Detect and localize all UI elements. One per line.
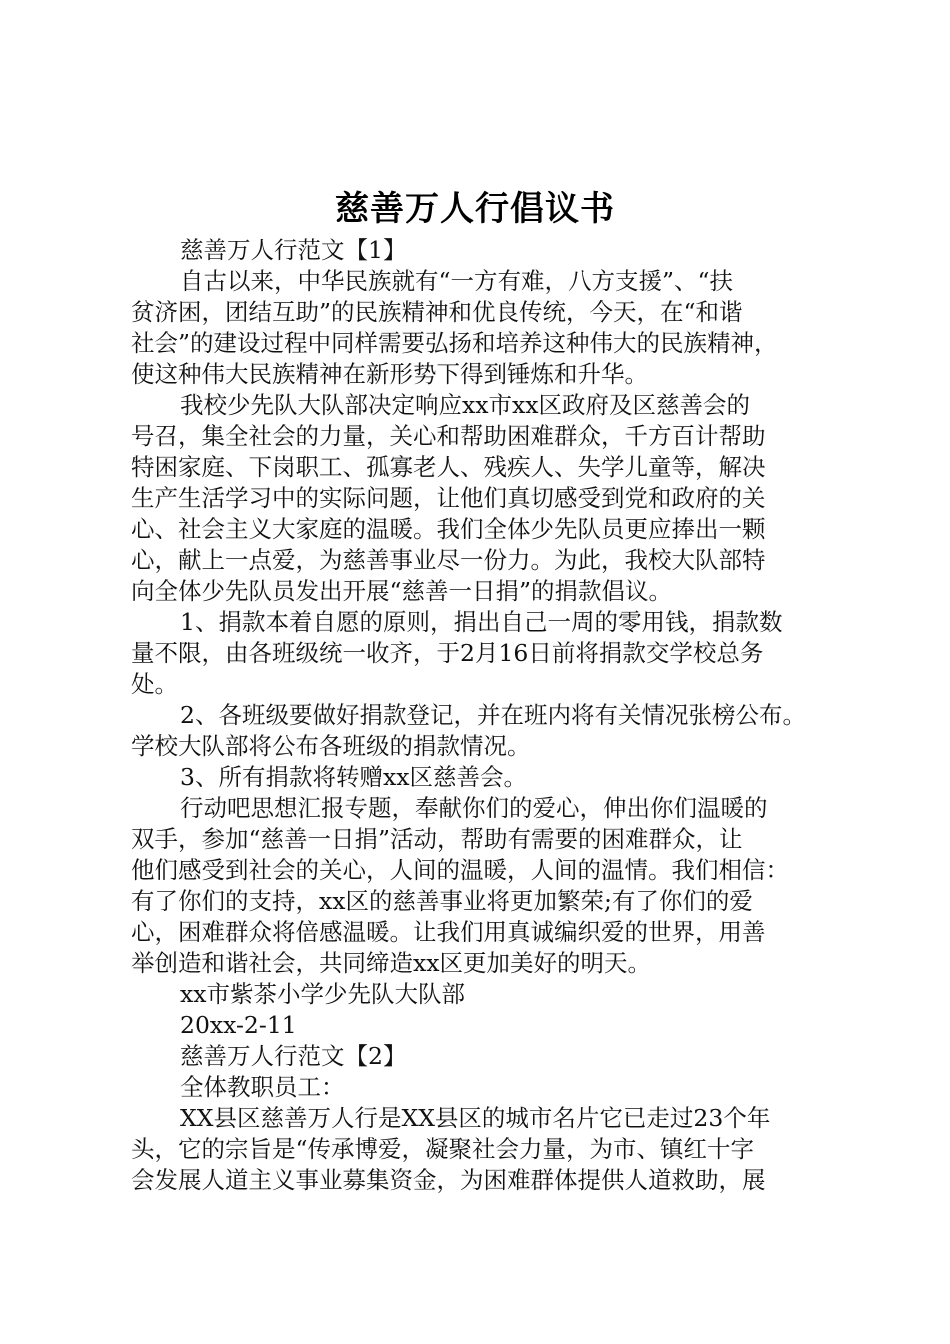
text-line [180,978,465,1010]
text-line [131,513,766,545]
line-text: 自古以来，中华民族就有“一方有难，八方支援”、“扶 [180,267,734,295]
text-line [180,761,527,793]
line-text: 量不限，由各班级统一收齐，于2月16日前将捐款交学校总务 [131,639,764,667]
text-line [131,420,766,452]
text-line [180,265,733,297]
text-line [131,327,778,359]
line-text: 向全体少先队员发出开展“慈善一日捐”的捐款倡议。 [131,577,673,605]
text-line [131,1133,754,1165]
line-text: 他们感受到社会的关心，人间的温暖，人间的温情。我们相信： [131,856,789,884]
line-text: 心，献上一点爱，为慈善事业尽一份力。为此，我校大队部特 [131,546,766,574]
text-line [131,296,743,328]
text-line [131,358,648,390]
line-text: 1、捐款本着自愿的原则，捐出自己一周的零用钱，捐款数 [180,608,783,636]
line-text: 举创造和谐社会，共同缔造xx区更加美好的明天。 [131,949,652,977]
line-text: 有了你们的支持，xx区的慈善事业将更加繁荣;有了你们的爱 [131,887,753,915]
text-line [180,234,406,266]
line-text: 双手，参加“慈善一日捐”活动，帮助有需要的困难群众，让 [131,825,743,853]
text-line [131,668,178,700]
text-line [180,1009,297,1041]
line-text: 20xx-2-11 [180,1011,297,1039]
text-line [131,575,672,607]
document-title: 慈善万人行倡议书 [335,189,615,229]
text-line [131,637,763,669]
line-text: 行动吧思想汇报专题，奉献你们的爱心，伸出你们温暖的 [180,794,768,822]
line-text: 社会”的建设过程中同样需要弘扬和培养这种伟大的民族精神， [131,329,778,357]
line-text: 号召，集全社会的力量，关心和帮助困难群众，千方百计帮助 [131,422,766,450]
text-line [131,916,766,948]
text-line [131,730,531,762]
text-line [131,947,651,979]
text-line [131,854,789,886]
text-line [180,792,768,824]
line-text: 生产生活学习中的实际问题，让他们真切感受到党和政府的关 [131,484,766,512]
line-text: 慈善万人行范文【2】 [180,1042,407,1070]
text-line [180,1071,345,1103]
text-line [131,823,743,855]
line-text: 心、社会主义大家庭的温暖。我们全体少先队员更应捧出一颗 [131,515,766,543]
line-text: 头，它的宗旨是“传承博爱，凝聚社会力量，为市、镇红十字 [131,1135,755,1163]
line-text: 3、所有捐款将转赠xx区慈善会。 [180,763,527,791]
line-text: 特困家庭、下岗职工、孤寡老人、残疾人、失学儿童等，解决 [131,453,766,481]
line-text: 我校少先队大队部决定响应xx市xx区政府及区慈善会的 [180,391,751,419]
line-text: 使这种伟大民族精神在新形势下得到锤炼和升华。 [131,360,648,388]
line-text: 慈善万人行范文【1】 [180,236,407,264]
text-line [180,1040,406,1072]
text-line [131,451,766,483]
text-line [131,544,766,576]
line-text: 贫济困，团结互助”的民族精神和优良传统，今天，在“和谐 [131,298,743,326]
line-text: XX县区慈善万人行是XX县区的城市名片它已走过23个年 [180,1104,771,1132]
line-text: 学校大队部将公布各班级的捐款情况。 [131,732,531,760]
line-text: 会发展人道主义事业募集资金，为困难群体提供人道救助，展 [131,1166,766,1194]
text-line [180,606,782,638]
text-line [131,885,753,917]
text-line [131,482,766,514]
text-line [180,1102,770,1134]
text-line [180,699,806,731]
text-line [180,389,750,421]
line-text: xx市紫茶小学少先队大队部 [180,980,466,1008]
line-text: 处。 [131,670,178,698]
line-text: 全体教职员工： [180,1073,345,1101]
line-text: 心，困难群众将倍感温暖。让我们用真诚编织爱的世界，用善 [131,918,766,946]
line-text: 2、各班级要做好捐款登记，并在班内将有关情况张榜公布。 [180,701,806,729]
text-line [131,1164,766,1196]
